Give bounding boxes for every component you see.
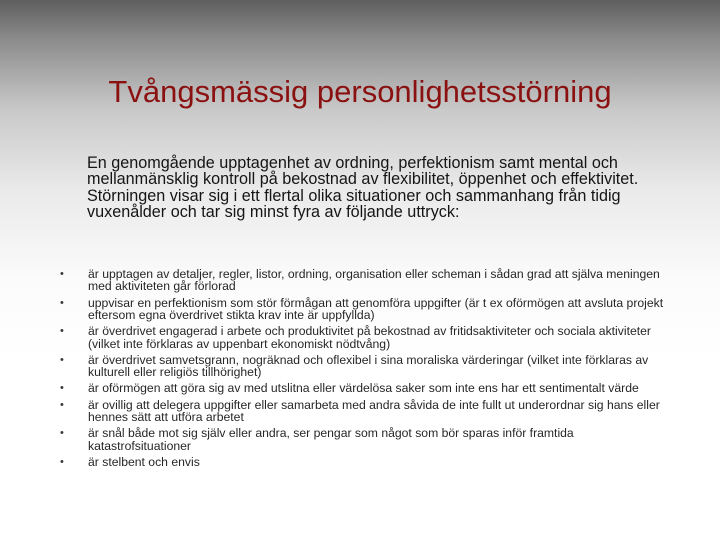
list-item — [60, 268, 670, 293]
list-item — [60, 399, 670, 424]
list-item-text: är upptagen av detaljer, regler, listor, ordning, organisation eller scheman i sådan grad att själva meningen med aktiviteten går förlorad — [88, 267, 660, 294]
list-item — [60, 325, 670, 350]
list-item-text: är överdrivet samvetsgrann, nogräknad och oflexibel i sina moraliska värderingar (vilket inte förklaras av kulturell eller religiös tillhörighet) — [88, 352, 649, 380]
bullet-icon: • — [60, 455, 64, 468]
list-item-text: är ovillig att delegera uppgifter eller samarbeta med andra såvida de inte fullt ut underordnar sig hans eller hennes sätt att utföra arbetet — [88, 397, 660, 425]
list-item-text: är oförmögen att göra sig av med utslitna eller värdelösa saker som inte ens har ett sentimentalt värde — [88, 381, 639, 396]
bullet-icon: • — [60, 296, 64, 309]
list-item — [60, 354, 670, 379]
bullet-icon: • — [60, 325, 64, 338]
bullet-icon: • — [60, 398, 64, 411]
list-item-text: uppvisar en perfektionism som stör förmågan att genomföra uppgifter (är t ex oförmögen att avsluta projekt eftersom egna överdrivet stikta krav inte är uppfyllda) — [88, 295, 664, 323]
bullet-icon: • — [60, 353, 64, 366]
bullet-icon: • — [60, 268, 64, 280]
list-item — [60, 382, 670, 394]
bullet-icon: • — [60, 427, 64, 440]
list-item — [60, 427, 670, 452]
bullet-icon: • — [60, 382, 64, 395]
intro-paragraph: En genomgående upptagenhet av ordning, perfektionism samt mental och mellanmänsklig kontroll på bekostnad av flexibilitet, öppenhet och effektivitet. Störningen visar sig i ett flertal olika situationer och sammanhang från tidig vuxenålder och tar sig minst fyra av följande uttryck: — [87, 154, 639, 222]
list-item-text: är snål både mot sig själv eller andra, ser pengar som något som bör sparas inför framtida katastrofsituationer — [88, 426, 574, 453]
slide-title: Tvångsmässig personlighetsstörning — [108, 74, 612, 109]
list-item-text: är stelbent och envis — [88, 454, 200, 469]
list-item — [60, 456, 670, 468]
criteria-list — [60, 268, 670, 472]
list-item — [60, 297, 670, 322]
list-item-text: är överdrivet engagerad i arbete och produktivitet på bekostnad av fritidsaktiviteter och sociala aktiviteter (vilket inte förklaras av uppenbart ekonomiskt nödtvång) — [88, 324, 651, 351]
